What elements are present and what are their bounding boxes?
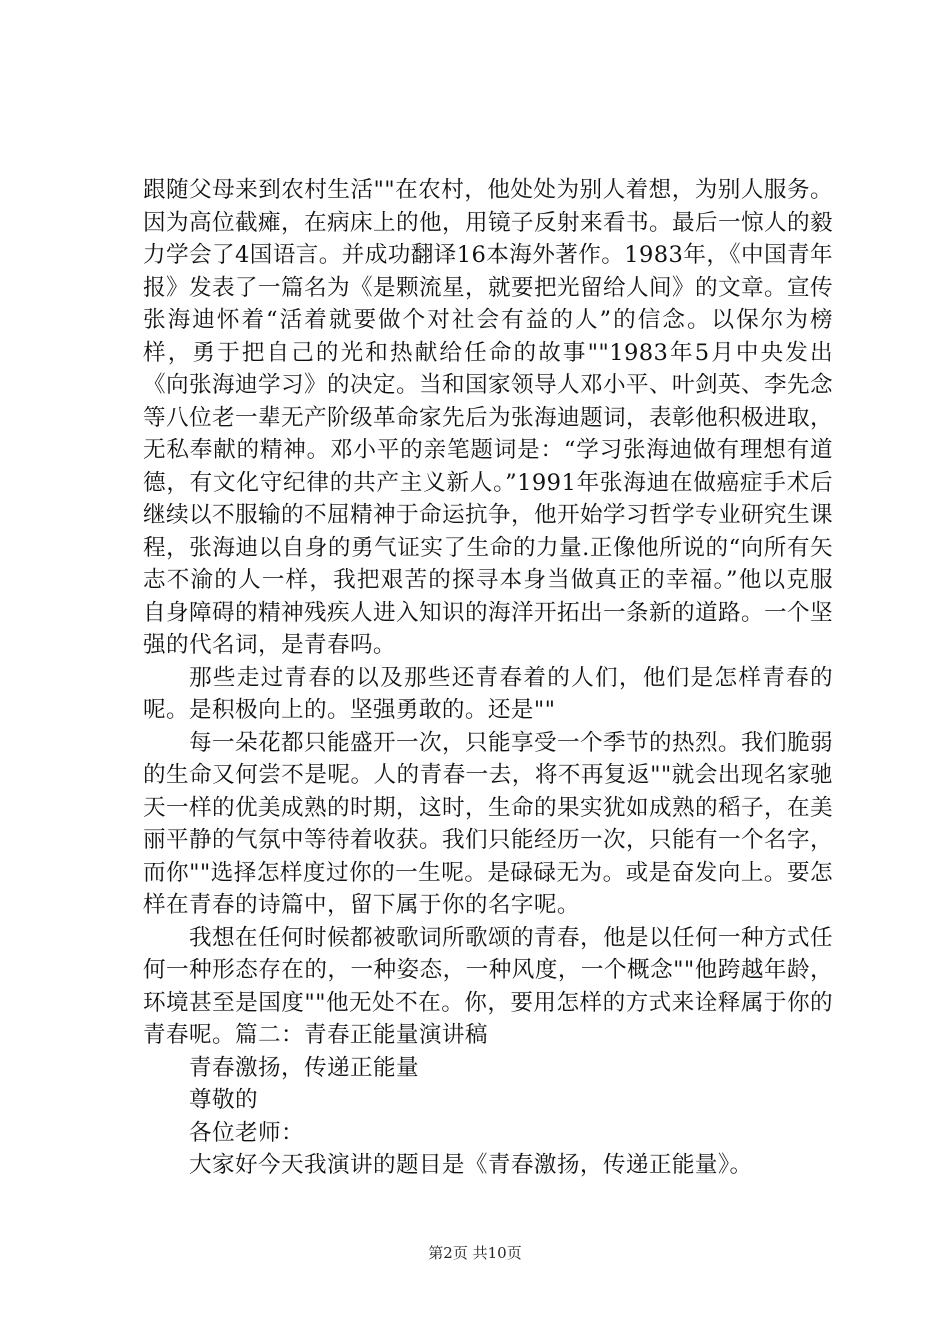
- paragraph-1: 跟随父母来到农村生活""在农村，他处处为别人着想，为别人服务。因为高位截瘫，在病床上的他，用镜子反射来看书。最后一惊人的毅力学会了4国语言。并成功翻译16本海外著作。1983年，《中国青年报》发表了一篇名为《是颗流星，就要把光留给人间》的文章。宣传张海迪怀着“活着就要做个对社会有益的人”的信念。以保尔为榜样，勇于把自己的光和热献给任命的故事""1983年5月中央发出《向张海迪学习》的决定。当和国家领导人邓小平、叶剑英、李先念等八位老一辈无产阶级革命家先后为张海迪题词，表彰他积极进取，无私奉献的精神。邓小平的亲笔题词是：“学习张海迪做有理想有道德，有文化守纪律的共产主义新人。”1991年张海迪在做癌症手术后继续以不服输的不屈精神于命运抗争，他开始学习哲学专业研究生课程，张海迪以自身的勇气证实了生命的力量.正像他所说的“向所有矢志不渝的人一样，我把艰苦的探寻本身当做真正的幸福。”他以克服自身障碍的精神残疾人进入知识的海洋开拓出一条新的道路。一个坚强的代名词，是青春吗。: [143, 177, 833, 658]
- salutation-teachers: 各位老师：: [189, 1119, 304, 1146]
- page-number-footer: 第2页 共10页: [428, 1244, 522, 1262]
- paragraph-2: 那些走过青春的以及那些还青春着的人们，他们是怎样青春的呢。是积极向上的。坚强勇敢的。还是"": [143, 664, 833, 723]
- speech-title: 青春激扬，传递正能量: [189, 1054, 419, 1081]
- paragraph-4: 我想在任何时候都被歌词所歌颂的青春，他是以任何一种方式任何一种形态存在的，一种姿态，一种风度，一个概念""他跨越年龄，环境甚至是国度""他无处不在。你，要用怎样的方式来诠释属于你的青春呢。篇二：青春正能量演讲稿: [143, 924, 833, 1048]
- paragraph-3: 每一朵花都只能盛开一次，只能享受一个季节的热烈。我们脆弱的生命又何尝不是呢。人的青春一去，将不再复返""就会出现名家驰天一样的优美成熟的时期，这时，生命的果实犹如成熟的稻子，在美丽平静的气氛中等待着收获。我们只能经历一次，只能有一个名字，而你""选择怎样度过你的一生呢。是碌碌无为。或是奋发向上。要怎样在青春的诗篇中，留下属于你的名字呢。: [143, 729, 833, 918]
- speech-opening: 大家好今天我演讲的题目是《青春激扬，传递正能量》。: [189, 1152, 753, 1178]
- salutation-respected: 尊敬的: [189, 1087, 258, 1113]
- document-body: [143, 174, 833, 1182]
